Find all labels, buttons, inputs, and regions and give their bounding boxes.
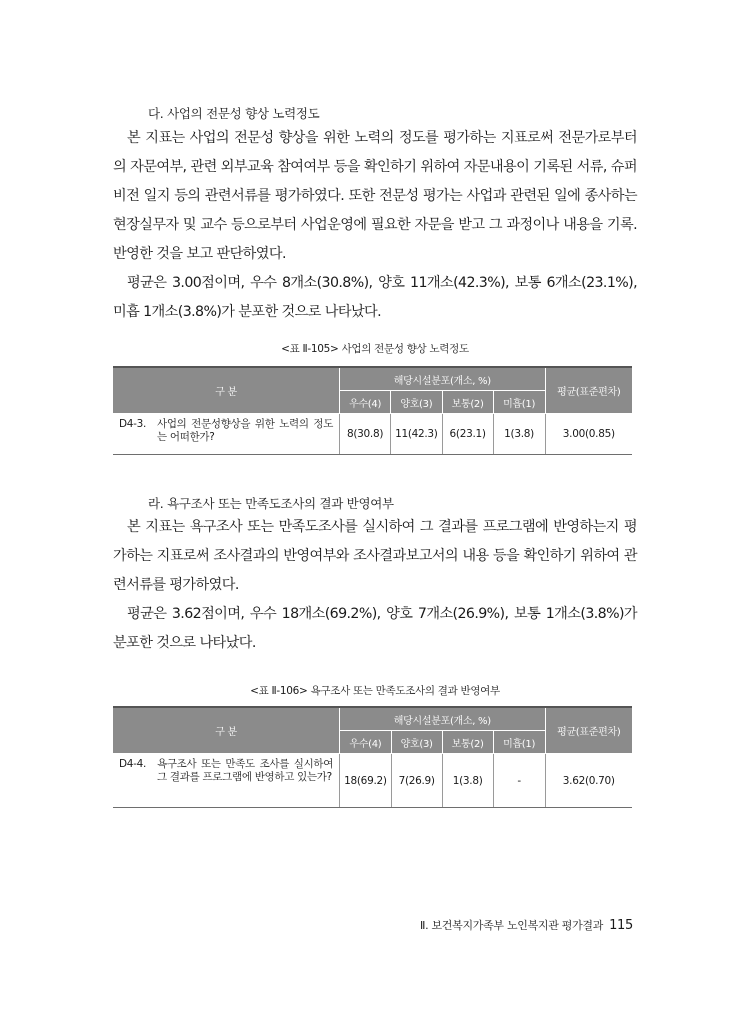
table-105-subheader-poor: 미흡(1)	[493, 391, 545, 414]
section-d-paragraph-1: 본 지표는 욕구조사 또는 만족도조사를 실시하여 그 결과를 프로그램에 반영하는지 평가하는 지표로써 조사결과의 반영여부와 조사결과보고서의 내용 등을 확인하기 위하여 관련서류를 평가하였다.	[113, 519, 637, 593]
section-d-body	[113, 513, 637, 658]
table-105-header-category: 구 분	[113, 367, 340, 414]
section-c-paragraph-1: 본 지표는 사업의 전문성 향상을 위한 노력의 정도를 평가하는 지표로써 전문가로부터의 자문여부, 관련 외부교육 참여여부 등을 확인하기 위하여 자문내용이 기록된 서류, 슈퍼비전 일지 등의 관련서류를 평가하였다. 또한 전문성 평가는 사업과 관련된 일에 종사하는 현장실무자 및 교수 등으로부터 사업운영에 필요한 자문을 받고 그 과정이나 내용을 기록. 반영한 것을 보고 판단하였다.	[113, 130, 637, 262]
table-106-value-good: 7(26.9)	[391, 754, 442, 808]
table-105-header-distribution: 해당시설분포(개소, %)	[340, 367, 545, 391]
table-105-subheader-good: 양호(3)	[391, 391, 443, 414]
item-question: 사업의 전문성향상을 위한 노력의 정도는 어떠한가?	[157, 418, 334, 443]
table-105	[113, 366, 632, 455]
item-code: D4-3.	[119, 418, 147, 430]
section-d-heading: 라. 욕구조사 또는 만족도조사의 결과 반영여부	[148, 496, 394, 511]
table-106-item-cell	[113, 754, 340, 808]
table-105-value-poor: 1(3.8)	[493, 414, 545, 455]
table-106-header-category: 구 분	[113, 707, 340, 754]
table-105-value-good: 11(42.3)	[391, 414, 443, 455]
table-106-value-mean: 3.62(0.70)	[545, 754, 632, 808]
table-row	[113, 754, 632, 808]
table-106-subheader-poor: 미흡(1)	[493, 731, 545, 754]
table-106-value-poor: -	[493, 754, 545, 808]
table-row	[113, 414, 632, 455]
section-d-paragraph-2: 평균은 3.62점이며, 우수 18개소(69.2%), 양호 7개소(26.9%), 보통 1개소(3.8%)가 분포한 것으로 나타났다.	[113, 606, 637, 651]
table-106-subheader-good: 양호(3)	[391, 731, 442, 754]
item-code: D4-4.	[119, 758, 147, 770]
table-105-header-mean: 평균(표준편차)	[545, 367, 632, 414]
table-106-value-excellent: 18(69.2)	[340, 754, 392, 808]
table-105-value-excellent: 8(30.8)	[340, 414, 391, 455]
table-105-subheader-excellent: 우수(4)	[340, 391, 391, 414]
footer-chapter-title: Ⅱ. 보건복지가족부 노인복지관 평가결과	[419, 919, 604, 932]
item-question: 욕구조사 또는 만족도 조사를 실시하여 그 결과를 프로그램에 반영하고 있는가?	[157, 758, 334, 783]
table-106-header-distribution: 해당시설분포(개소, %)	[340, 707, 545, 731]
table-106-value-average: 1(3.8)	[442, 754, 493, 808]
table-105-subheader-average: 보통(2)	[442, 391, 493, 414]
table-105-caption: <표 Ⅱ-105> 사업의 전문성 향상 노력정도	[281, 343, 469, 355]
table-105-value-average: 6(23.1)	[442, 414, 493, 455]
page-footer	[300, 917, 633, 933]
table-106	[113, 706, 632, 808]
table-105-value-mean: 3.00(0.85)	[545, 414, 632, 455]
section-c-body	[113, 124, 637, 327]
table-106-header-mean: 평균(표준편차)	[545, 707, 632, 754]
table-106-subheader-excellent: 우수(4)	[340, 731, 392, 754]
section-c-paragraph-2: 평균은 3.00점이며, 우수 8개소(30.8%), 양호 11개소(42.3%), 보통 6개소(23.1%), 미흡 1개소(3.8%)가 분포한 것으로 나타났다.	[113, 275, 637, 320]
table-106-subheader-average: 보통(2)	[442, 731, 493, 754]
table-106-caption: <표 Ⅱ-106> 욕구조사 또는 만족도조사의 결과 반영여부	[250, 685, 500, 697]
section-c-heading: 다. 사업의 전문성 향상 노력정도	[148, 106, 320, 121]
table-105-item-cell	[113, 414, 340, 455]
page-number: 115	[609, 918, 633, 933]
